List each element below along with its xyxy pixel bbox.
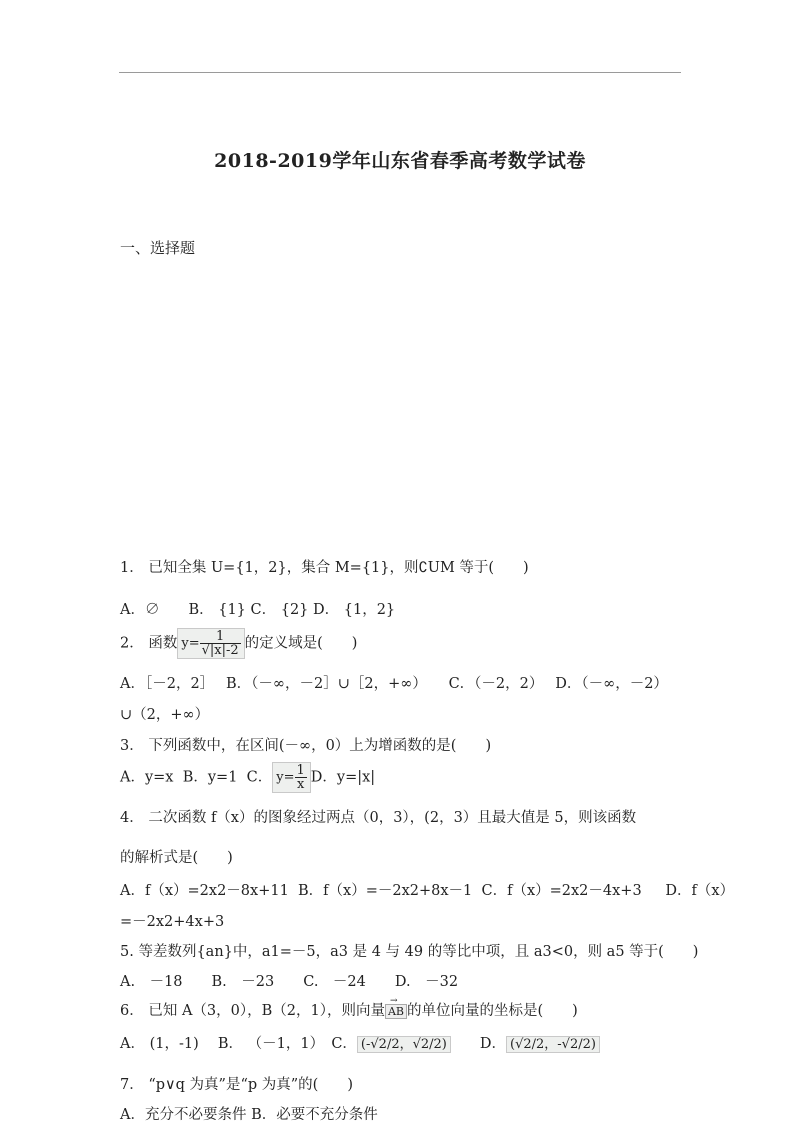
question-6-stem: 6． 已知 A（3，0），B（2，1），则向量→ AB 的单位向量的坐标是( ) <box>120 999 578 1020</box>
equation-image: (√2/2，-√2/2) <box>506 1036 600 1053</box>
question-4-stem: 4． 二次函数 f（x）的图象经过两点（0，3），(2，3）且最大值是 5，则该函数 <box>120 810 637 826</box>
question-5-options: A. －18 B. －23 C. －24 D. －32 <box>120 974 459 990</box>
question-2-options-cont: ∪（2，+∞） <box>120 707 210 723</box>
question-6-options: A． (1，-1) B． （－1，1） C． (-√2/2，√2/2) D． (√2/2，-√2/2) <box>120 1032 600 1053</box>
question-5-stem: 5. 等差数列{an}中，a1=－5，a3 是 4 与 49 的等比中项，且 a3<0，则 a5 等于( ) <box>120 944 699 960</box>
question-3-stem: 3． 下列函数中，在区间(－∞，0）上为增函数的是( ) <box>120 738 492 754</box>
question-1-stem: 1． 已知全集 U={1，2}，集合 M={1}，则∁UM 等于( ) <box>120 560 529 576</box>
section-heading: 一、选择题 <box>120 239 196 257</box>
header-rule <box>119 72 681 73</box>
question-4-options: A．f（x）=2x2－8x+11 B．f（x）=－2x2+8x－1 C．f（x）=2x2－4x+3 D．f（x） <box>120 883 735 899</box>
page-title: 2018-2019学年山东省春季高考数学试卷 <box>214 150 586 172</box>
vector-ab: → AB <box>385 1004 407 1019</box>
question-4-options-cont: =－2x2+4x+3 <box>120 914 225 930</box>
question-1-options: A．∅ B． {1} C． {2} D． {1，2} <box>120 602 396 618</box>
question-7-stem: 7． “p∨q 为真”是“p 为真”的( ) <box>120 1077 353 1093</box>
question-2-options: A．［－2，2］ B．（－∞，－2］∪［2，+∞） C．（－2，2） D．（－∞，－2） <box>120 676 668 692</box>
question-4-stem-cont: 的解析式是( ) <box>120 850 233 866</box>
equation-image: (-√2/2，√2/2) <box>357 1036 451 1053</box>
equation-image: y= $\frac{1}{x}$ <box>272 762 311 793</box>
question-3-options: A．y=x B．y=1 C． y= $\frac{1}{x}$ D．y=|x| <box>120 763 376 792</box>
equation-image: y= $\frac{1}{√|x|-2}$ <box>177 628 244 659</box>
question-7-options: A．充分不必要条件 B．必要不充分条件 <box>120 1107 378 1123</box>
question-2-stem: 2． 函数 y= $\frac{1}{√|x|-2}$ 的定义域是( ) <box>120 629 358 658</box>
